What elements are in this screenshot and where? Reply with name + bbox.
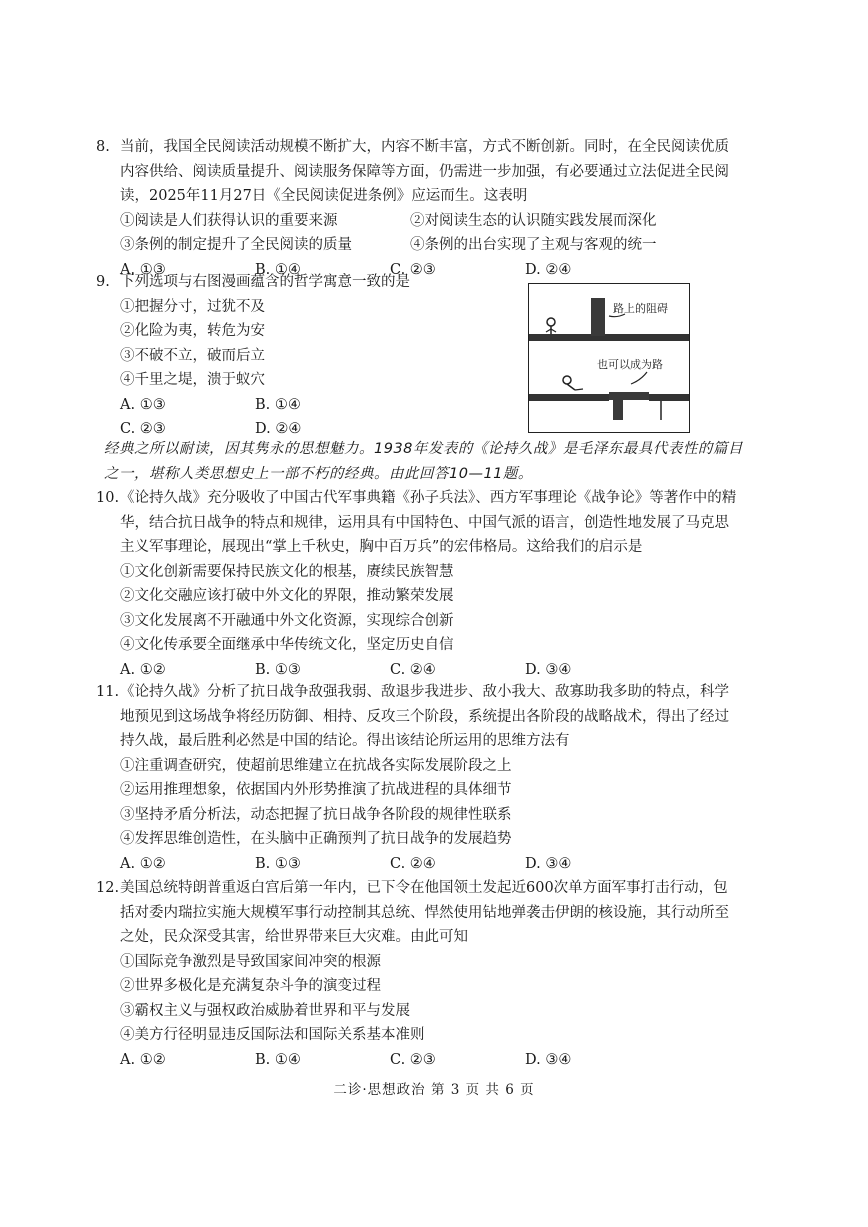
choice-d: D. ③④ [525, 1051, 572, 1068]
choice-d: D. ③④ [525, 661, 572, 678]
statement-3: ③条例的制定提升了全民阅读的质量 [120, 237, 352, 253]
choice-b: B. ①④ [255, 1051, 301, 1068]
statement-4: ④条例的出台实现了主观与客观的统一 [410, 237, 657, 253]
question-9-choices [100, 393, 520, 442]
question-12 [96, 876, 740, 1072]
choice-c: C. ②④ [390, 855, 436, 872]
choice-d: D. ②④ [255, 421, 302, 437]
question-11-stem [96, 680, 740, 754]
question-10 [96, 486, 740, 682]
choice-a: A. ①② [120, 855, 166, 872]
statement-4: ④文化传承要全面继承中华传统文化，坚定历史自信 [120, 637, 454, 653]
statement-3: ③不破不立，破而后立 [120, 347, 265, 364]
choice-b: B. ①③ [255, 855, 301, 872]
statement-3: ③霸权主义与强权政治威胁着世界和平与发展 [120, 1002, 410, 1019]
question-text: 《论持久战》分析了抗日战争敌强我弱、敌退步我进步、敌小我大、敌寡助我多助的特点，科学地预见到这场战争将经历防御、相持、反攻三个阶段，系统提出各阶段的战略战术，得出了经过持久战，最后胜利必然是中国的结论。得出该结论所运用的思维方法有 [120, 684, 729, 749]
question-8-stem [96, 135, 740, 209]
statement-3: ③坚持矛盾分析法，动态把握了抗日战争各阶段的规律性联系 [120, 806, 512, 823]
choice-d: D. ②④ [525, 261, 572, 278]
choice-a: A. ①② [120, 1051, 166, 1068]
cartoon-top-caption: 路上的阻碍 [613, 302, 668, 315]
question-8-statements [100, 209, 740, 258]
choice-a: A. ①③ [120, 261, 166, 278]
question-11 [96, 680, 740, 876]
statement-1: ①把握分寸，过犹不及 [120, 298, 265, 315]
question-number: 10. [96, 490, 120, 506]
passage-intro [104, 437, 744, 487]
question-text: 《论持久战》充分吸收了中国古代军事典籍《孙子兵法》、西方军事理论《战争论》等著作中的精华，结合抗日战争的特点和规律，运用具有中国特色、中国气派的语言，创造性地发展了马克思主义军事理论，展现出“掌上千秋史，胸中百万兵”的宏伟格局。这给我们的启示是 [120, 490, 737, 555]
question-9 [96, 270, 520, 442]
statement-2: ②对阅读生态的认识随实践发展而深化 [410, 212, 657, 229]
statement-2: ②化险为夷，转危为安 [120, 323, 265, 339]
choice-b: B. ①④ [255, 396, 301, 413]
statement-4: ④美方行径明显违反国际法和国际关系基本准则 [120, 1027, 425, 1043]
page-footer: 二诊·思想政治 第 3 页 共 6 页 [333, 1082, 535, 1098]
statement-1: ①文化创新需要保持民族文化的根基，赓续民族智慧 [120, 563, 454, 580]
question-text: 当前，我国全民阅读活动规模不断扩大，内容不断丰富，方式不断创新。同时，在全民阅读优质内容供给、阅读质量提升、阅读服务保障等方面，仍需进一步加强，有必要通过立法促进全民阅读，2025年11月27日《全民阅读促进条例》应运而生。这表明 [120, 139, 729, 204]
statement-4: ④发挥思维创造性，在头脑中正确预判了抗日战争的发展趋势 [120, 831, 512, 847]
cartoon-illustration [528, 283, 690, 433]
question-10-choices [100, 658, 740, 683]
statement-4: ④千里之堤，溃于蚁穴 [120, 372, 265, 388]
cartoon-drawing [529, 284, 689, 432]
question-8 [96, 135, 740, 282]
cartoon-bottom-caption: 也可以成为路 [597, 358, 663, 371]
question-number: 9. [96, 274, 110, 290]
choice-c: C. ②③ [120, 421, 166, 437]
statement-1: ①国际竞争激烈是导致国家间冲突的根源 [120, 953, 381, 970]
choice-c: C. ②③ [390, 261, 436, 278]
question-text: 下列选项与右图漫画蕴含的哲学寓意一致的是 [120, 274, 410, 290]
choice-d: D. ③④ [525, 855, 572, 872]
statement-1: ①注重调查研究，使超前思维建立在抗战各实际发展阶段之上 [120, 757, 512, 774]
question-9-stem [96, 270, 520, 295]
question-number: 11. [96, 684, 120, 700]
question-12-choices [100, 1048, 740, 1073]
choice-a: A. ①② [120, 661, 166, 678]
statement-3: ③文化发展离不开融通中外文化资源，实现综合创新 [120, 612, 454, 629]
choice-b: B. ①④ [255, 261, 301, 278]
question-12-stem [96, 876, 740, 950]
choice-b: B. ①③ [255, 661, 301, 678]
choice-c: C. ②④ [390, 661, 436, 678]
statement-1: ①阅读是人们获得认识的重要来源 [120, 212, 338, 229]
statement-2: ②文化交融应该打破中外文化的界限，推动繁荣发展 [120, 588, 454, 604]
question-11-choices [100, 852, 740, 877]
question-number: 12. [96, 880, 120, 896]
statement-2: ②运用推理想象，依据国内外形势推演了抗战进程的具体细节 [120, 782, 512, 798]
question-text: 美国总统特朗普重返白宫后第一年内，已下令在他国领土发起近600次单方面军事打击行动，包括对委内瑞拉实施大规模军事行动控制其总统、悍然使用钻地弹袭击伊朗的核设施，其行动所至之处，民众深受其害，给世界带来巨大灾难。由此可知 [120, 880, 729, 945]
question-10-stem [96, 486, 740, 560]
statement-2: ②世界多极化是充满复杂斗争的演变过程 [120, 978, 381, 994]
choice-c: C. ②③ [390, 1051, 436, 1068]
passage-intro-text: 经典之所以耐读，因其隽永的思想魅力。1938年发表的《论持久战》是毛泽东最具代表性的篇目之一，堪称人类思想史上一部不朽的经典。由此回答10—11题。 [104, 441, 743, 482]
choice-a: A. ①③ [120, 396, 166, 413]
question-number: 8. [96, 139, 110, 155]
